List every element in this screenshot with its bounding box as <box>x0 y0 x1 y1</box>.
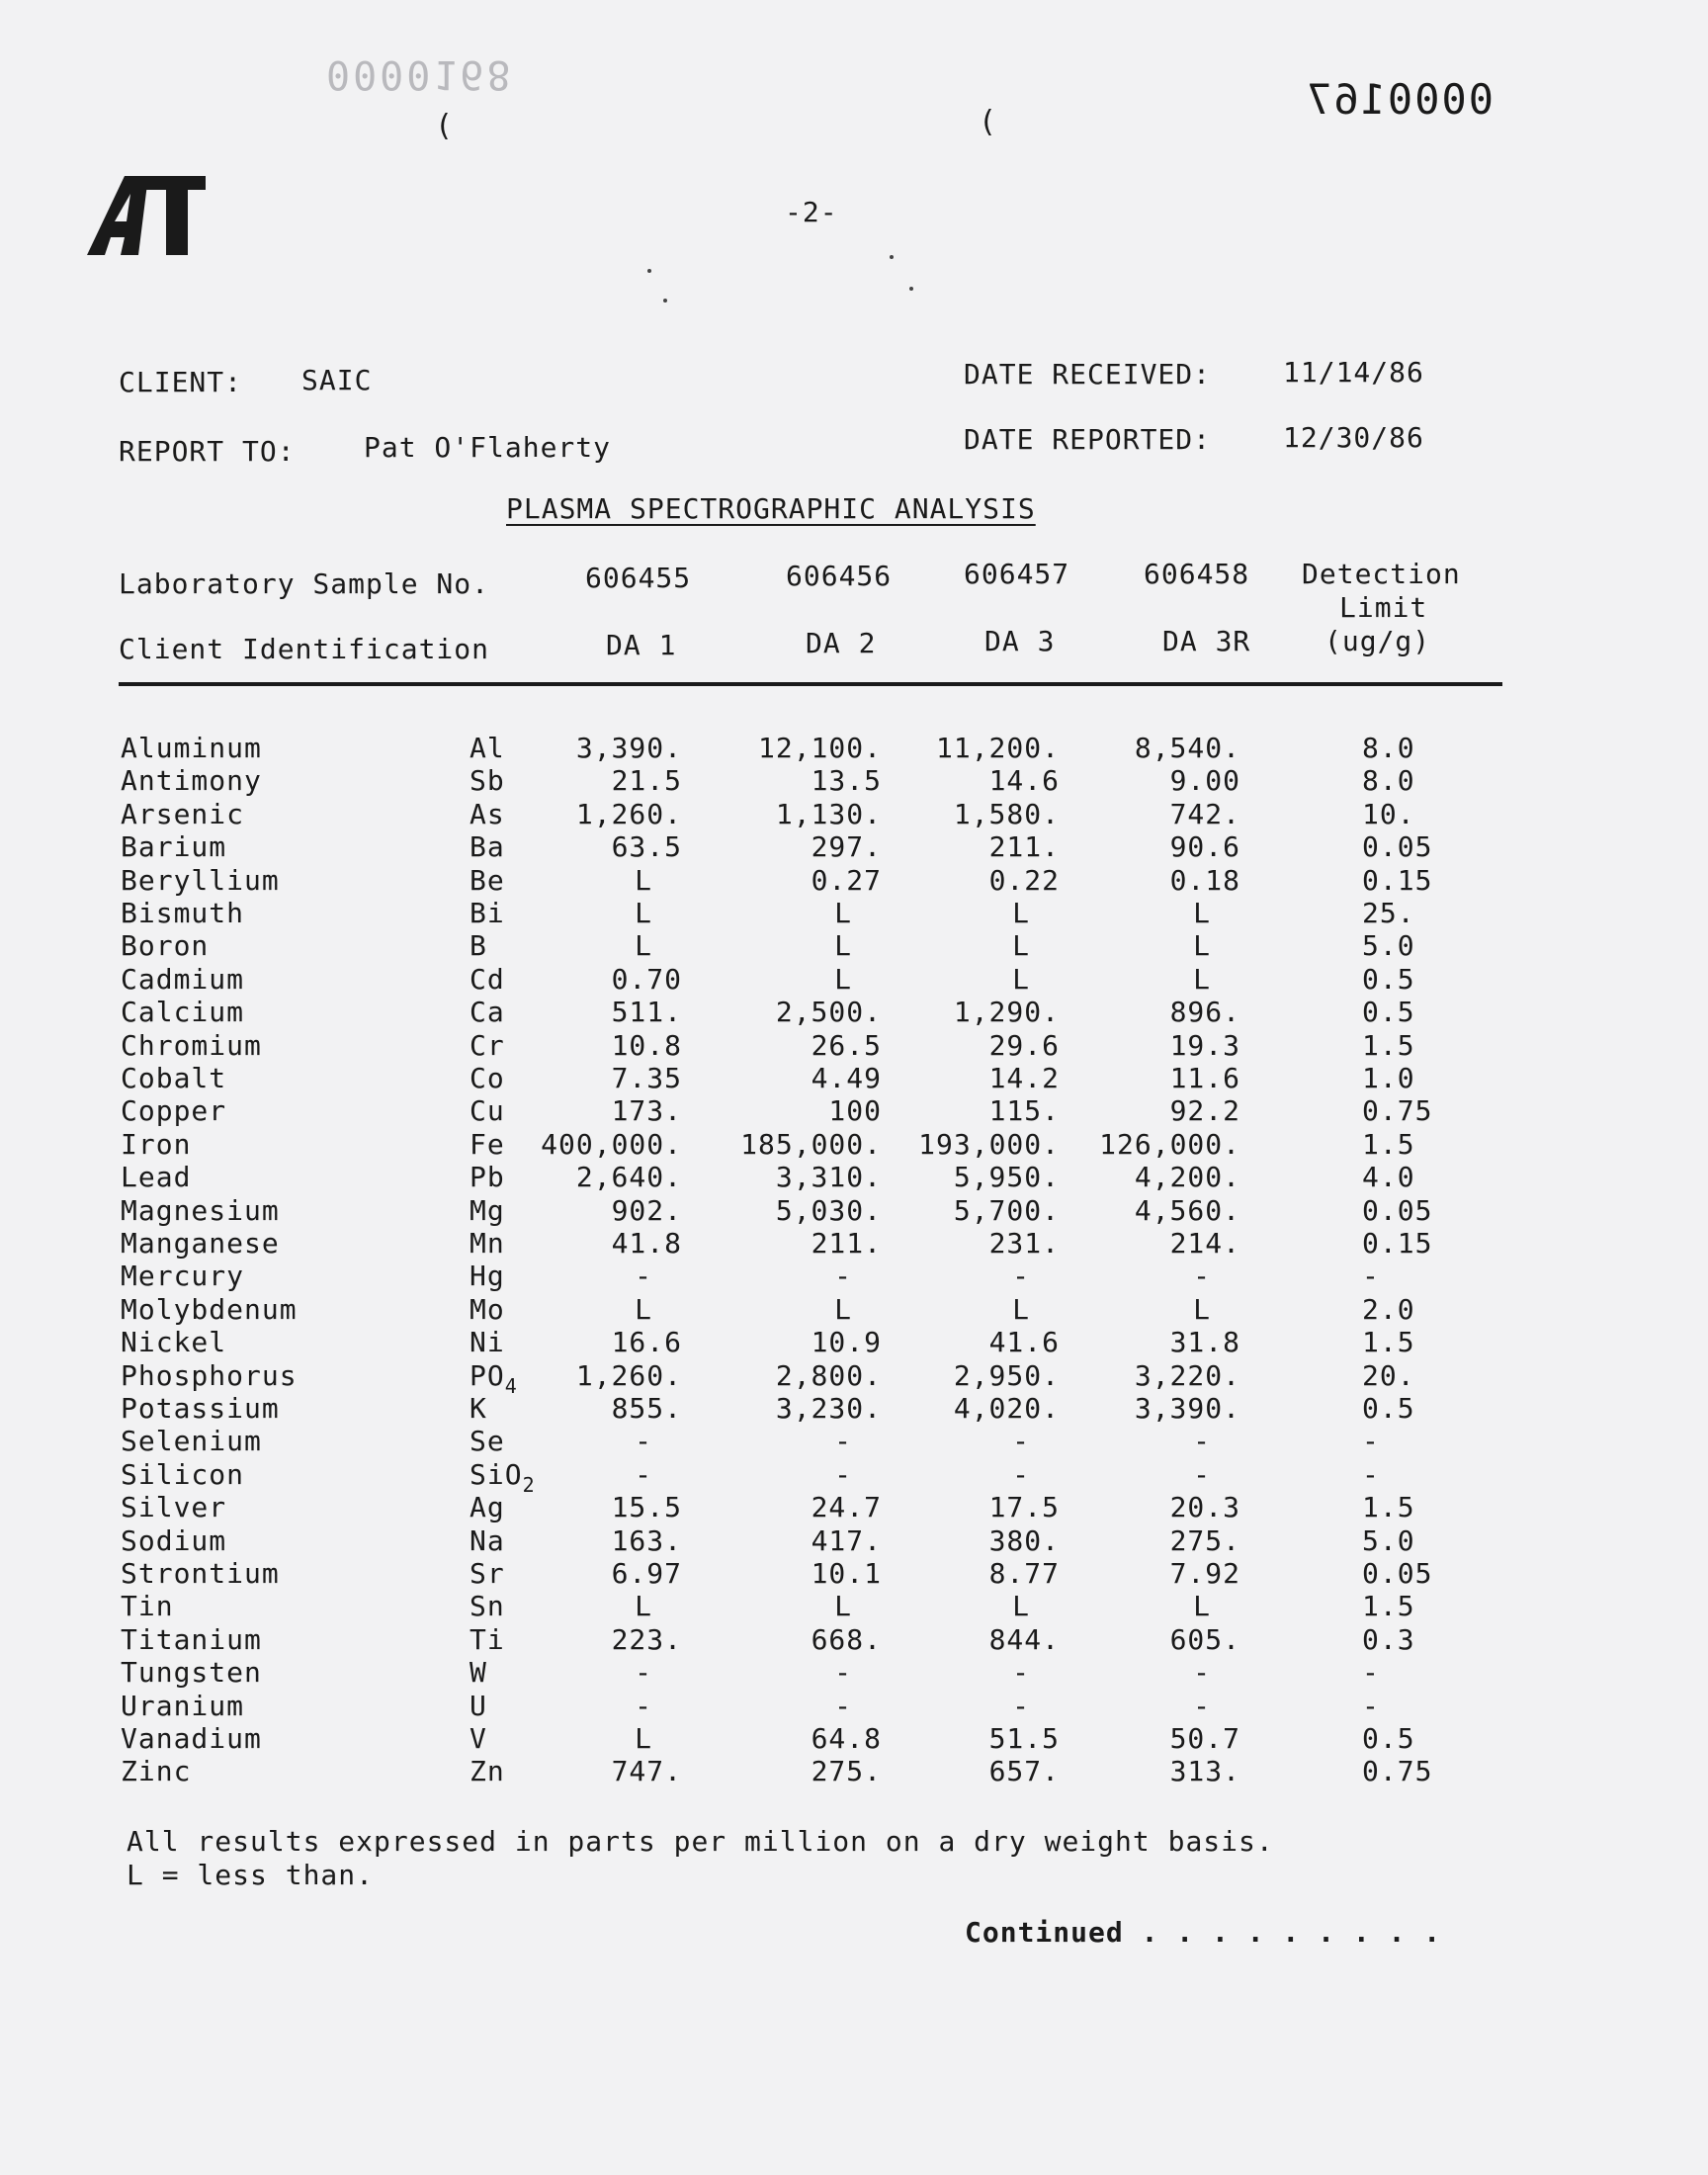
detection-limit: 0.05 <box>1362 1194 1433 1227</box>
sample-value: 400,000. <box>541 1128 682 1161</box>
sample-value: 223. <box>611 1623 682 1656</box>
sample-value: 275. <box>811 1755 882 1787</box>
element-symbol: Sr <box>470 1557 505 1590</box>
sample-value: 64.8 <box>811 1722 882 1755</box>
element-name: Beryllium <box>121 864 280 897</box>
sample-value: 3,390. <box>1134 1392 1240 1425</box>
sample-value: 231. <box>988 1227 1060 1260</box>
sample-value: 7.35 <box>611 1062 682 1094</box>
sample-value: 2,950. <box>953 1359 1060 1392</box>
sample-number-label: Laboratory Sample No. <box>119 567 490 600</box>
sample-value: 193,000. <box>918 1128 1060 1161</box>
detection-limit: 0.05 <box>1362 1557 1433 1590</box>
sample-value: 12,100. <box>757 732 882 764</box>
detection-limit: - <box>1362 1458 1380 1491</box>
speck <box>647 269 651 273</box>
legend-note: L = less than. <box>127 1859 375 1891</box>
sample-value: 742. <box>1169 798 1240 830</box>
sample-value: - <box>1193 1458 1211 1491</box>
detection-limit: 8.0 <box>1362 732 1415 764</box>
document-number: 0000167 <box>1305 75 1494 124</box>
detection-limit: 20. <box>1362 1359 1415 1392</box>
element-name: Barium <box>121 830 227 863</box>
sample-value: 3,390. <box>575 732 682 764</box>
element-symbol: Mo <box>470 1293 505 1326</box>
pen-mark: ( <box>979 105 998 139</box>
sample-value: 24.7 <box>811 1491 882 1523</box>
sample-value: 100 <box>828 1094 882 1127</box>
element-name: Boron <box>121 929 210 962</box>
client-id-1: DA 1 <box>606 629 677 661</box>
sample-value: L <box>834 963 852 996</box>
element-symbol: Al <box>470 732 505 764</box>
sample-value: 15.5 <box>611 1491 682 1523</box>
sample-value: 17.5 <box>988 1491 1060 1523</box>
sample-value: L <box>1193 1590 1211 1622</box>
sample-value: 10.9 <box>811 1326 882 1358</box>
element-symbol: Hg <box>470 1260 505 1292</box>
element-symbol: Ag <box>470 1491 505 1523</box>
detection-limit: 10. <box>1362 798 1415 830</box>
element-name: Aluminum <box>121 732 262 764</box>
element-name: Magnesium <box>121 1194 280 1227</box>
sample-value: 1,130. <box>775 798 882 830</box>
element-name: Silicon <box>121 1458 245 1491</box>
detection-limit: - <box>1362 1425 1380 1457</box>
element-name: Mercury <box>121 1260 245 1292</box>
element-symbol: Cr <box>470 1029 505 1062</box>
sample-value: 3,230. <box>775 1392 882 1425</box>
sample-value: 668. <box>811 1623 882 1656</box>
element-name: Silver <box>121 1491 227 1523</box>
sample-value: L <box>834 929 852 962</box>
element-name: Selenium <box>121 1425 262 1457</box>
sample-value: 20.3 <box>1169 1491 1240 1523</box>
date-reported-value: 12/30/86 <box>1283 421 1424 454</box>
detection-limit: 1.5 <box>1362 1029 1415 1062</box>
element-name: Strontium <box>121 1557 280 1590</box>
sample-number-1: 606455 <box>585 562 692 594</box>
sample-value: 90.6 <box>1169 830 1240 863</box>
sample-value: 14.2 <box>988 1062 1060 1094</box>
sample-value: 4,560. <box>1134 1194 1240 1227</box>
client-id-4: DA 3R <box>1162 625 1251 657</box>
sample-value: 11.6 <box>1169 1062 1240 1094</box>
sample-value: 31.8 <box>1169 1326 1240 1358</box>
detection-limit: 0.5 <box>1362 1722 1415 1755</box>
sample-value: L <box>635 897 652 929</box>
sample-value: 297. <box>811 830 882 863</box>
detection-limit: 0.5 <box>1362 996 1415 1028</box>
element-name: Lead <box>121 1161 192 1193</box>
element-symbol: V <box>470 1722 487 1755</box>
sample-value: - <box>834 1425 852 1457</box>
symbol-subscript: 2 <box>522 1473 536 1497</box>
sample-value: 896. <box>1169 996 1240 1028</box>
sample-value: 2,640. <box>575 1161 682 1193</box>
sample-value: 92.2 <box>1169 1094 1240 1127</box>
company-logo <box>87 176 206 255</box>
sample-value: 0.18 <box>1169 864 1240 897</box>
element-symbol: Sb <box>470 764 505 797</box>
sample-value: - <box>635 1425 652 1457</box>
element-name: Tin <box>121 1590 174 1622</box>
detection-limit: 0.05 <box>1362 830 1433 863</box>
element-name: Manganese <box>121 1227 280 1260</box>
sample-value: 26.5 <box>811 1029 882 1062</box>
sample-value: 1,260. <box>575 1359 682 1392</box>
sample-value: 8,540. <box>1134 732 1240 764</box>
detection-limit: 1.5 <box>1362 1491 1415 1523</box>
sample-value: 2,800. <box>775 1359 882 1392</box>
element-symbol: SiO$_2$ <box>470 1458 536 1497</box>
element-name: Cadmium <box>121 963 245 996</box>
header-rule <box>119 682 1502 686</box>
sample-value: 9.00 <box>1169 764 1240 797</box>
element-symbol: Fe <box>470 1128 505 1161</box>
element-symbol: Be <box>470 864 505 897</box>
sample-value: L <box>1193 897 1211 929</box>
sample-value: 5,950. <box>953 1161 1060 1193</box>
date-received-label: DATE RECEIVED: <box>964 358 1212 391</box>
sample-value: 115. <box>988 1094 1060 1127</box>
element-symbol: Ni <box>470 1326 505 1358</box>
element-name: Vanadium <box>121 1722 262 1755</box>
sample-value: 5,700. <box>953 1194 1060 1227</box>
sample-value: L <box>834 1590 852 1622</box>
sample-value: 417. <box>811 1524 882 1557</box>
detection-header-line2: Limit <box>1339 591 1428 624</box>
sample-value: - <box>1012 1260 1030 1292</box>
sample-value: 0.22 <box>988 864 1060 897</box>
sample-value: - <box>635 1458 652 1491</box>
sample-value: - <box>1193 1260 1211 1292</box>
element-name: Sodium <box>121 1524 227 1557</box>
element-symbol: Se <box>470 1425 505 1457</box>
sample-value: 5,030. <box>775 1194 882 1227</box>
sample-value: 844. <box>988 1623 1060 1656</box>
sample-value: 211. <box>988 830 1060 863</box>
sample-value: 855. <box>611 1392 682 1425</box>
client-label: CLIENT: <box>119 366 243 398</box>
sample-value: - <box>834 1260 852 1292</box>
element-name: Calcium <box>121 996 245 1028</box>
units-note: All results expressed in parts per million on a dry weight basis. <box>127 1825 1274 1858</box>
detection-limit: 1.5 <box>1362 1326 1415 1358</box>
sample-value: L <box>1012 963 1030 996</box>
sample-number-3: 606457 <box>964 558 1070 590</box>
sample-value: 163. <box>611 1524 682 1557</box>
element-name: Chromium <box>121 1029 262 1062</box>
detection-header-line3: (ug/g) <box>1324 625 1431 657</box>
page-marker: -2- <box>785 196 838 228</box>
sample-value: L <box>635 929 652 962</box>
element-symbol: Cd <box>470 963 505 996</box>
sample-value: 6.97 <box>611 1557 682 1590</box>
speck <box>890 255 894 259</box>
element-name: Titanium <box>121 1623 262 1656</box>
sample-value: 1,580. <box>953 798 1060 830</box>
sample-value: 7.92 <box>1169 1557 1240 1590</box>
detection-limit: 0.15 <box>1362 864 1433 897</box>
element-name: Phosphorus <box>121 1359 298 1392</box>
sample-value: 0.27 <box>811 864 882 897</box>
element-symbol: Co <box>470 1062 505 1094</box>
element-name: Uranium <box>121 1690 245 1722</box>
sample-value: L <box>635 1293 652 1326</box>
sample-value: 51.5 <box>988 1722 1060 1755</box>
sample-value: L <box>834 897 852 929</box>
element-name: Zinc <box>121 1755 192 1787</box>
sample-value: 902. <box>611 1194 682 1227</box>
sample-value: 185,000. <box>740 1128 882 1161</box>
sample-value: 0.70 <box>611 963 682 996</box>
element-symbol: Sn <box>470 1590 505 1622</box>
report-title: PLASMA SPECTROGRAPHIC ANALYSIS <box>506 492 1036 525</box>
sample-value: - <box>1012 1656 1030 1689</box>
speck <box>663 299 667 303</box>
sample-value: L <box>1012 1293 1030 1326</box>
detection-limit: - <box>1362 1656 1380 1689</box>
sample-value: 275. <box>1169 1524 1240 1557</box>
sample-value: - <box>1193 1656 1211 1689</box>
sample-value: L <box>834 1293 852 1326</box>
detection-limit: - <box>1362 1260 1380 1292</box>
element-symbol: K <box>470 1392 487 1425</box>
sample-value: 10.8 <box>611 1029 682 1062</box>
sample-number-4: 606458 <box>1144 558 1250 590</box>
faint-stamp: 0000168 <box>326 51 514 97</box>
element-symbol: Mn <box>470 1227 505 1260</box>
sample-value: 14.6 <box>988 764 1060 797</box>
client-id-label: Client Identification <box>119 633 490 665</box>
element-symbol: Zn <box>470 1755 505 1787</box>
sample-value: 126,000. <box>1099 1128 1240 1161</box>
sample-value: - <box>1012 1425 1030 1457</box>
element-symbol: W <box>470 1656 487 1689</box>
sample-value: L <box>1193 929 1211 962</box>
symbol-subscript: 4 <box>504 1374 518 1398</box>
speck <box>909 287 913 291</box>
element-name: Bismuth <box>121 897 245 929</box>
element-symbol: Bi <box>470 897 505 929</box>
sample-value: 50.7 <box>1169 1722 1240 1755</box>
element-symbol: Ba <box>470 830 505 863</box>
sample-value: 19.3 <box>1169 1029 1240 1062</box>
detection-limit: 1.5 <box>1362 1128 1415 1161</box>
sample-value: 211. <box>811 1227 882 1260</box>
element-symbol: Ca <box>470 996 505 1028</box>
detection-limit: 0.5 <box>1362 1392 1415 1425</box>
sample-value: 11,200. <box>935 732 1060 764</box>
sample-value: - <box>1012 1458 1030 1491</box>
sample-value: - <box>834 1458 852 1491</box>
element-name: Molybdenum <box>121 1293 298 1326</box>
sample-value: 41.8 <box>611 1227 682 1260</box>
sample-value: - <box>635 1690 652 1722</box>
sample-value: 511. <box>611 996 682 1028</box>
sample-value: 3,310. <box>775 1161 882 1193</box>
report-to-value: Pat O'Flaherty <box>364 431 612 464</box>
element-symbol: Mg <box>470 1194 505 1227</box>
sample-value: L <box>1012 897 1030 929</box>
sample-value: 8.77 <box>988 1557 1060 1590</box>
sample-value: L <box>1193 963 1211 996</box>
sample-value: 313. <box>1169 1755 1240 1787</box>
sample-value: L <box>1193 1293 1211 1326</box>
sample-value: L <box>635 1722 652 1755</box>
detection-limit: 4.0 <box>1362 1161 1415 1193</box>
pen-mark: ( <box>435 109 455 143</box>
client-id-2: DA 2 <box>806 627 877 659</box>
element-symbol: Na <box>470 1524 505 1557</box>
client-value: SAIC <box>301 364 373 396</box>
detection-limit: 0.75 <box>1362 1094 1433 1127</box>
sample-value: 747. <box>611 1755 682 1787</box>
report-to-label: REPORT TO: <box>119 435 296 468</box>
element-name: Potassium <box>121 1392 280 1425</box>
element-name: Arsenic <box>121 798 245 830</box>
continued-label: Continued . . . . . . . . . <box>965 1916 1442 1949</box>
element-name: Nickel <box>121 1326 227 1358</box>
sample-value: 41.6 <box>988 1326 1060 1358</box>
sample-value: L <box>1012 1590 1030 1622</box>
sample-value: L <box>1012 929 1030 962</box>
element-name: Iron <box>121 1128 192 1161</box>
element-name: Copper <box>121 1094 227 1127</box>
element-symbol: Cu <box>470 1094 505 1127</box>
sample-value: - <box>834 1656 852 1689</box>
sample-value: - <box>635 1656 652 1689</box>
detection-limit: 25. <box>1362 897 1415 929</box>
sample-number-2: 606456 <box>786 560 893 592</box>
sample-value: 173. <box>611 1094 682 1127</box>
element-symbol: U <box>470 1690 487 1722</box>
detection-limit: 0.75 <box>1362 1755 1433 1787</box>
sample-value: 16.6 <box>611 1326 682 1358</box>
detection-limit: 8.0 <box>1362 764 1415 797</box>
detection-limit: 5.0 <box>1362 929 1415 962</box>
element-name: Tungsten <box>121 1656 262 1689</box>
sample-value: 29.6 <box>988 1029 1060 1062</box>
element-name: Cobalt <box>121 1062 227 1094</box>
sample-value: 10.1 <box>811 1557 882 1590</box>
sample-value: 1,290. <box>953 996 1060 1028</box>
sample-value: 13.5 <box>811 764 882 797</box>
detection-limit: 0.5 <box>1362 963 1415 996</box>
sample-value: - <box>834 1690 852 1722</box>
sample-value: 4.49 <box>811 1062 882 1094</box>
date-received-value: 11/14/86 <box>1283 356 1424 389</box>
element-symbol: Pb <box>470 1161 505 1193</box>
detection-header-line1: Detection <box>1302 558 1461 590</box>
sample-value: L <box>635 864 652 897</box>
sample-value: 63.5 <box>611 830 682 863</box>
element-symbol: $PO_4$ <box>470 1359 518 1398</box>
sample-value: - <box>1193 1690 1211 1722</box>
sample-value: 214. <box>1169 1227 1240 1260</box>
detection-limit: 5.0 <box>1362 1524 1415 1557</box>
sample-value: 21.5 <box>611 764 682 797</box>
detection-limit: 1.0 <box>1362 1062 1415 1094</box>
sample-value: - <box>1012 1690 1030 1722</box>
sample-value: 380. <box>988 1524 1060 1557</box>
element-symbol: Ti <box>470 1623 505 1656</box>
element-name: Antimony <box>121 764 262 797</box>
sample-value: - <box>1193 1425 1211 1457</box>
sample-value: 4,200. <box>1134 1161 1240 1193</box>
sample-value: 4,020. <box>953 1392 1060 1425</box>
sample-value: 605. <box>1169 1623 1240 1656</box>
sample-value: 657. <box>988 1755 1060 1787</box>
detection-limit: 1.5 <box>1362 1590 1415 1622</box>
detection-limit: 0.15 <box>1362 1227 1433 1260</box>
element-symbol: B <box>470 929 487 962</box>
detection-limit: - <box>1362 1690 1380 1722</box>
detection-limit: 2.0 <box>1362 1293 1415 1326</box>
sample-value: L <box>635 1590 652 1622</box>
element-symbol: As <box>470 798 505 830</box>
sample-value: 1,260. <box>575 798 682 830</box>
sample-value: - <box>635 1260 652 1292</box>
detection-limit: 0.3 <box>1362 1623 1415 1656</box>
date-reported-label: DATE REPORTED: <box>964 423 1212 456</box>
sample-value: 3,220. <box>1134 1359 1240 1392</box>
client-id-3: DA 3 <box>984 625 1056 657</box>
sample-value: 2,500. <box>775 996 882 1028</box>
